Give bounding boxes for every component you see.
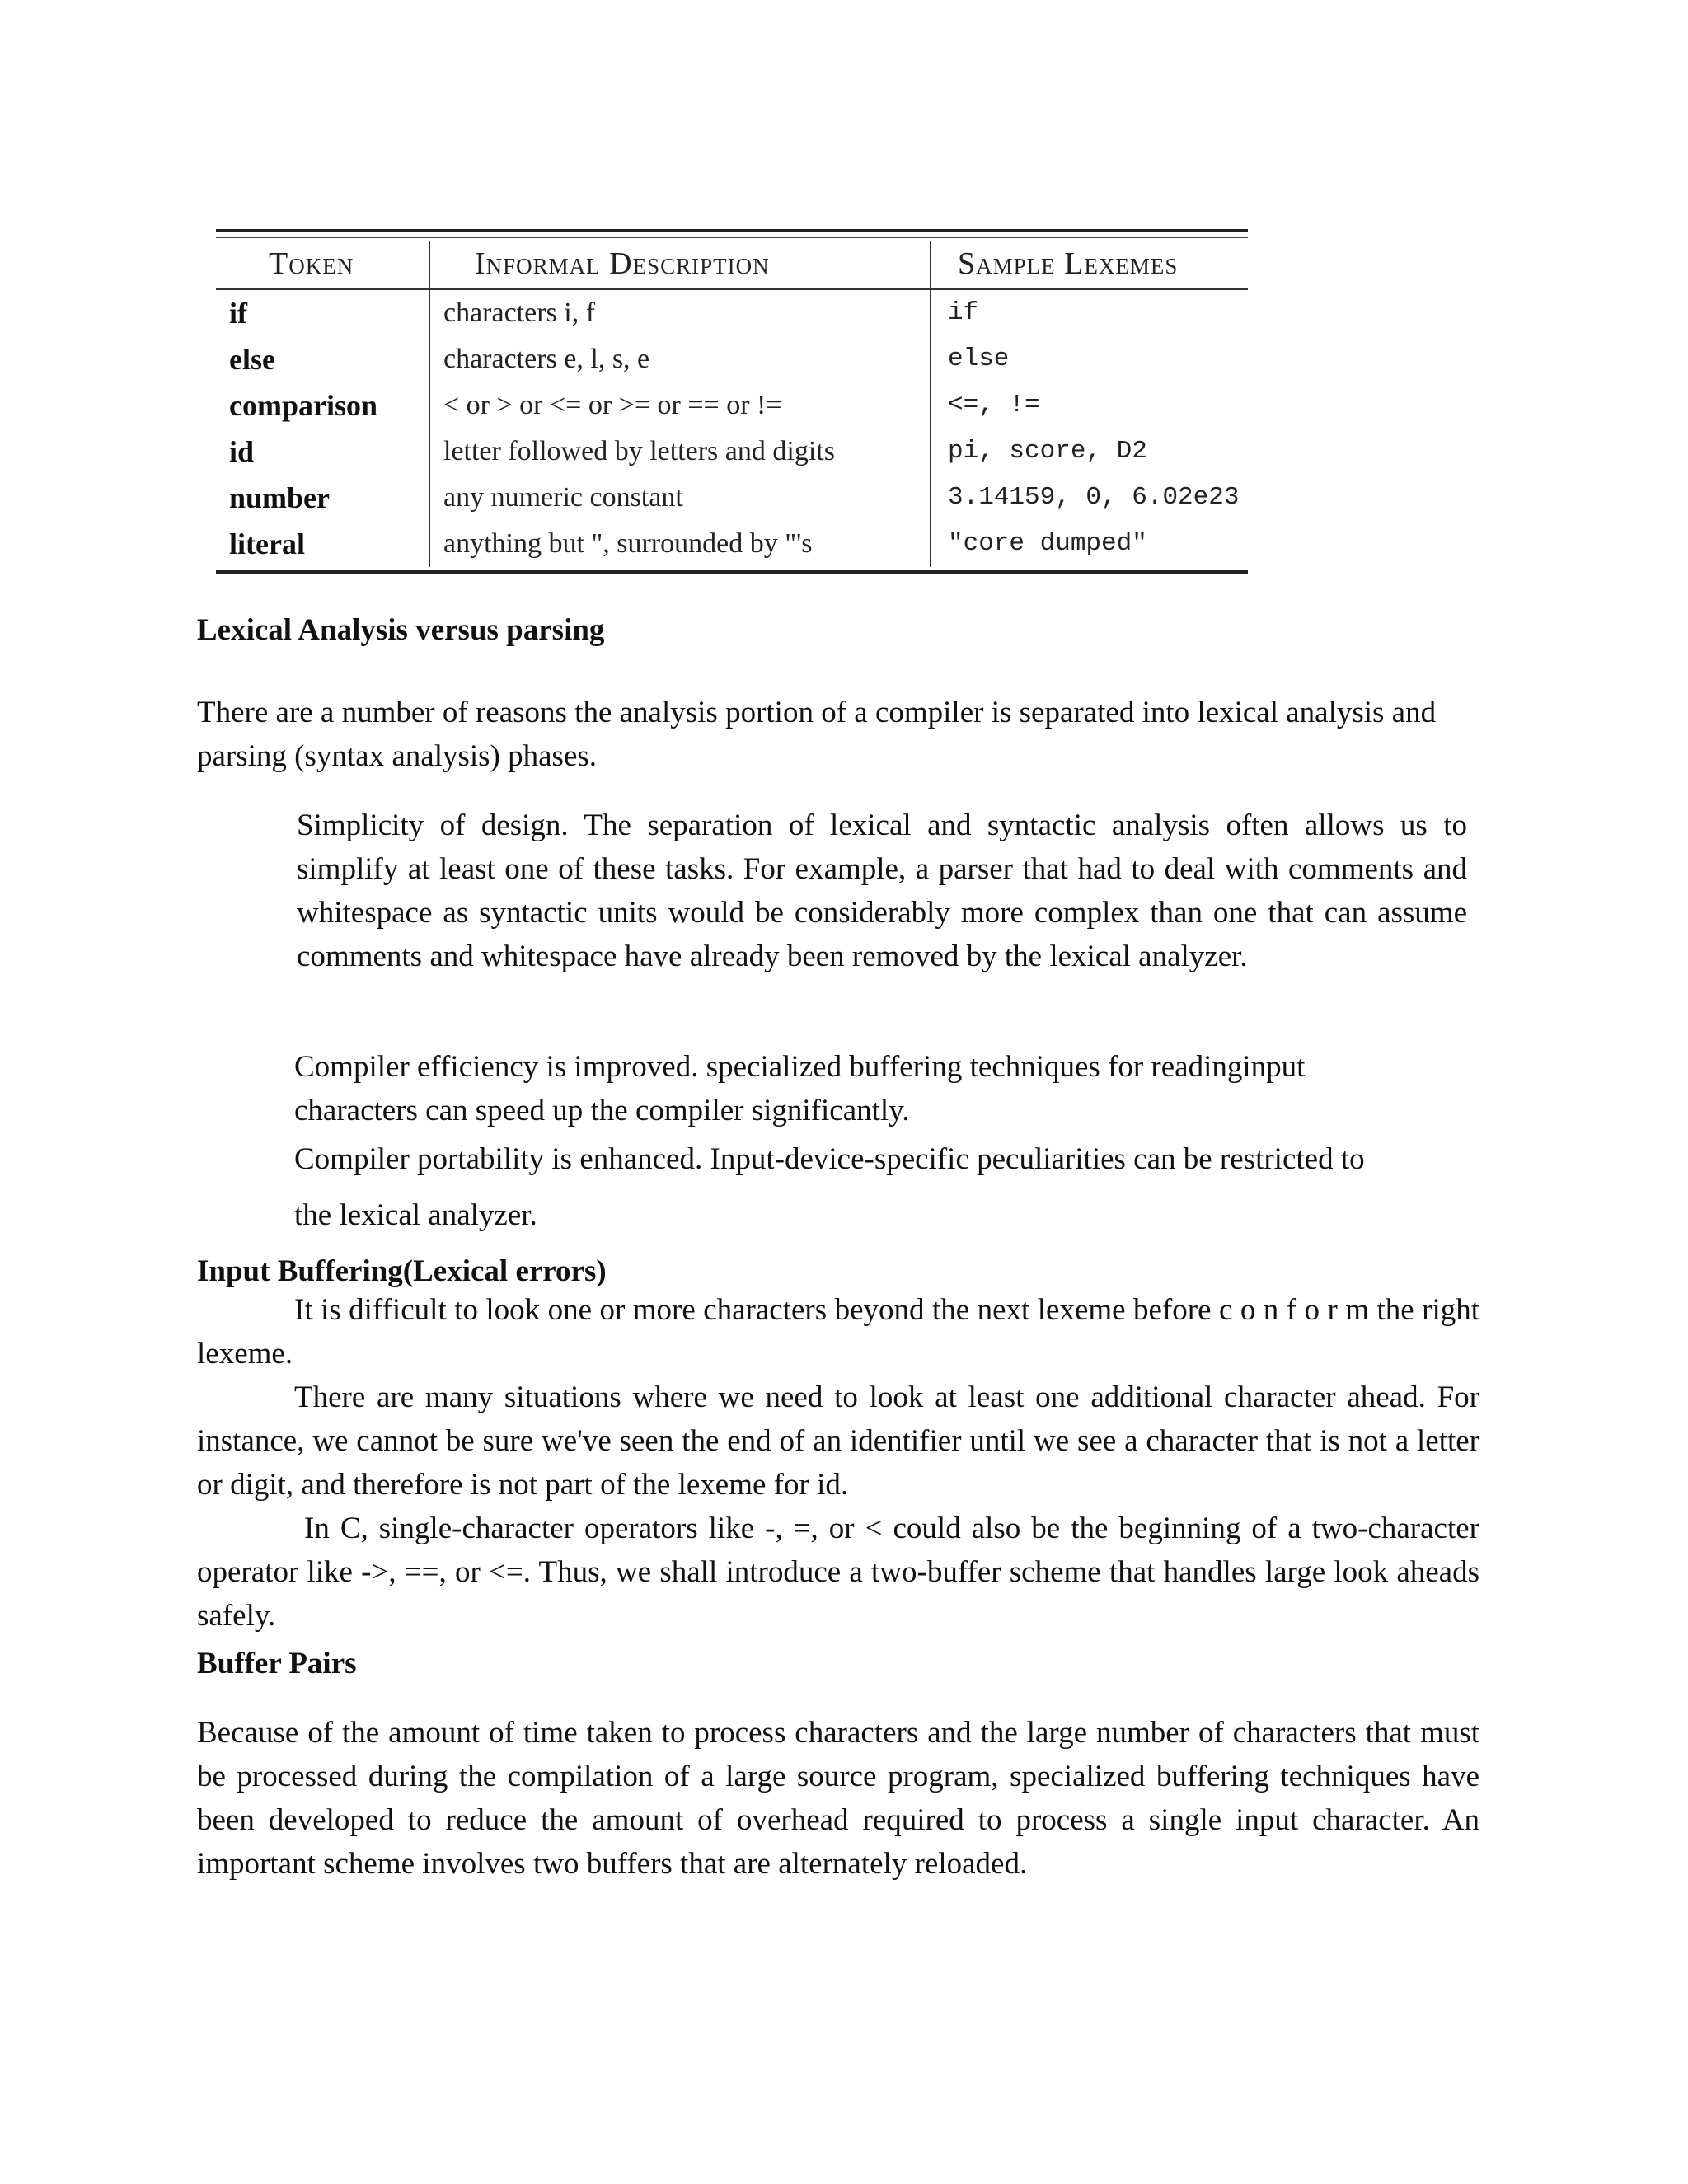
bullet-portability-continued: the lexical analyzer. [294, 1198, 537, 1232]
token-cell: if [229, 297, 247, 330]
paragraph-buffer-pairs: Because of the amount of time taken to process characters and the large number of characters that must be processed during the compilation of a large source program, specialized buffering techniques have been developed to reduce the amount of overhead required to process a single input character. An important scheme involves two buffers that are alternately reloaded. [197, 1716, 1479, 1881]
bullet-portability: Compiler portability is enhanced. Input-device-specific peculiarities can be restricted to [294, 1142, 1365, 1176]
table-row [216, 336, 1248, 382]
lexemes-cell: "core dumped" [948, 529, 1147, 558]
paragraph-two-buffer: In C, single-character operators like -, =, or < could also be the beginning of a two-character operator like ->, ==, or <=. Thus, we shall introduce a two-buffer scheme that handles large look aheads safely. [197, 1511, 1479, 1633]
table-row [216, 290, 1248, 336]
token-table [216, 229, 1248, 574]
table-row [216, 429, 1248, 475]
token-cell: literal [229, 527, 305, 560]
bullet-efficiency: Compiler efficiency is improved. specialized buffering techniques for readinginput characters can speed up the compiler significantly. [294, 1050, 1306, 1127]
table-row [216, 382, 1248, 429]
description-cell: characters e, l, s, e [443, 344, 650, 374]
table-row [216, 475, 1248, 521]
section-heading-input-buffering: Input Buffering(Lexical errors) [197, 1254, 607, 1288]
paragraph-identifier: There are many situations where we need to look at least one additional character ahead. For instance, we cannot be sure we've seen the end of an identifier until we see a character that is not a letter or digit, and therefore is not part of the lexeme for id. [197, 1380, 1479, 1502]
lexemes-cell: 3.14159, 0, 6.02e23 [948, 483, 1240, 512]
description-cell: characters i, f [443, 298, 596, 328]
description-cell: any numeric constant [443, 482, 683, 513]
description-cell: anything but ", surrounded by "'s [443, 528, 813, 559]
token-cell: number [229, 481, 331, 514]
token-cell: else [229, 343, 275, 376]
column-header-token: Token [269, 246, 354, 281]
lexemes-cell: pi, score, D2 [948, 437, 1147, 466]
description-cell: < or > or <= or >= or == or != [443, 390, 782, 420]
bullet-simplicity: Simplicity of design. The separation of lexical and syntactic analysis often allows us to simplify at least one of these tasks. For example, a parser that had to deal with comments and whitespace as syntactic units would be considerably more complex than one that can assume comments and whitespace have already been removed by the lexical analyzer. [297, 808, 1467, 973]
table-row [216, 521, 1248, 567]
section-heading-buffer-pairs: Buffer Pairs [197, 1647, 357, 1680]
section-heading-lexical-vs-parsing: Lexical Analysis versus parsing [197, 613, 605, 647]
column-header-description: Informal Description [475, 246, 770, 281]
lexemes-cell: if [948, 298, 979, 327]
token-cell: id [229, 435, 255, 468]
token-cell: comparison [229, 389, 377, 422]
column-header-lexemes: Sample Lexemes [958, 246, 1179, 281]
paragraph-lookahead: It is difficult to look one or more characters beyond the next lexeme before c o n f o r m the right lexeme. [197, 1293, 1479, 1371]
lexemes-cell: <=, != [948, 391, 1040, 419]
description-cell: letter followed by letters and digits [443, 436, 835, 466]
intro-paragraph: There are a number of reasons the analysis portion of a compiler is separated into lexical analysis and parsing (syntax analysis) phases. [197, 696, 1437, 773]
table-top-rule [216, 237, 1248, 238]
lexemes-cell: else [948, 344, 1010, 373]
